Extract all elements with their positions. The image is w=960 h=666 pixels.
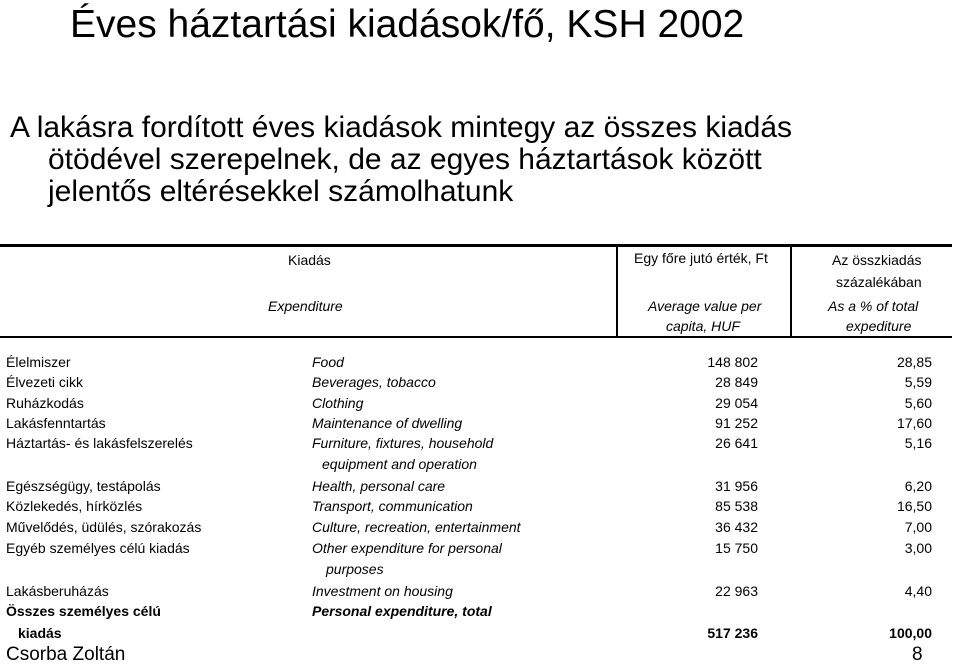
row-label-hu: Ruházkodás	[6, 395, 84, 411]
row-value: 31 956	[715, 478, 758, 494]
header-value-hu: Egy főre jutó érték, Ft	[634, 250, 768, 266]
row-value: 22 963	[715, 583, 758, 599]
slide-subtitle	[10, 112, 792, 208]
header-expenditure: Expenditure	[268, 298, 343, 314]
slide-title: Éves háztartási kiadások/fő, KSH 2002	[70, 3, 745, 46]
row-label-en-continued: purposes	[326, 561, 384, 577]
row-label-hu: Élelmiszer	[6, 354, 71, 370]
row-label-hu: Egyéb személyes célú kiadás	[6, 540, 190, 556]
row-label-hu: Művelődés, üdülés, szórakozás	[6, 519, 202, 535]
row-percent: 3,00	[904, 540, 932, 556]
row-label-en: Maintenance of dwelling	[312, 415, 463, 431]
row-value: 26 641	[715, 435, 758, 451]
header-share-en: As a % of total	[828, 298, 919, 314]
header-share-hu: Az összkiadás	[832, 252, 922, 268]
total-percent: 100,00	[889, 625, 932, 641]
header-share-hu: százalékában	[836, 274, 922, 290]
row-label-en: Other expenditure for personal	[312, 540, 502, 556]
row-label-en: Health, personal care	[312, 478, 446, 494]
row-value: 91 252	[715, 415, 758, 431]
total-label-hu-continued: kiadás	[18, 625, 62, 641]
row-percent: 16,50	[896, 498, 932, 514]
row-label-en: Culture, recreation, entertainment	[312, 519, 521, 535]
row-label-en: Beverages, tobacco	[312, 374, 436, 390]
total-label-en: Personal expenditure, total	[312, 603, 492, 619]
row-percent: 7,00	[904, 519, 932, 535]
header-kiadas: Kiadás	[288, 252, 331, 268]
subtitle-line: jelentős eltérésekkel számolhatunk	[48, 175, 514, 208]
header-value-en: capita, HUF	[666, 318, 740, 334]
row-label-en: Clothing	[312, 395, 364, 411]
row-label-hu: Közlekedés, hírközlés	[6, 498, 143, 514]
row-label-hu: Élvezeti cikk	[6, 374, 84, 390]
row-percent: 5,16	[904, 435, 932, 451]
row-percent: 28,85	[896, 354, 932, 370]
total-label-hu: Összes személyes célú	[6, 603, 161, 619]
row-label-en: Transport, communication	[312, 498, 473, 514]
row-label-en: Food	[312, 354, 344, 370]
row-value: 85 538	[715, 498, 758, 514]
row-label-en: Investment on housing	[312, 583, 453, 599]
row-label-en: Furniture, fixtures, household	[312, 435, 494, 451]
row-value: 15 750	[715, 540, 758, 556]
subtitle-line: ötödével szerepelnek, de az egyes háztartások között	[48, 143, 762, 176]
table-top-rule	[0, 244, 952, 247]
row-label-hu: Lakásberuházás	[6, 583, 109, 599]
row-percent: 5,59	[904, 374, 932, 390]
row-label-en-continued: equipment and operation	[322, 456, 477, 472]
subtitle-line: A lakásra fordított éves kiadások mintegy az összes kiadás	[10, 111, 793, 144]
row-label-hu: Lakásfenntartás	[6, 415, 106, 431]
row-percent: 4,40	[904, 583, 932, 599]
row-percent: 5,60	[904, 395, 932, 411]
row-label-hu: Egészségügy, testápolás	[6, 478, 161, 494]
row-value: 36 432	[715, 519, 758, 535]
column-divider	[616, 246, 618, 336]
header-value-en: Average value per	[648, 298, 762, 314]
row-value: 28 849	[715, 374, 758, 390]
row-percent: 6,20	[904, 478, 932, 494]
footer-author: Csorba Zoltán	[6, 644, 126, 665]
table-header-rule	[0, 336, 952, 338]
row-label-hu: Háztartás- és lakásfelszerelés	[6, 435, 193, 451]
row-value: 148 802	[707, 354, 758, 370]
row-value: 29 054	[715, 395, 758, 411]
total-value: 517 236	[707, 625, 758, 641]
row-percent: 17,60	[896, 415, 932, 431]
column-divider	[790, 246, 792, 336]
page-number: 8	[912, 644, 923, 665]
header-share-en: expediture	[846, 318, 912, 334]
